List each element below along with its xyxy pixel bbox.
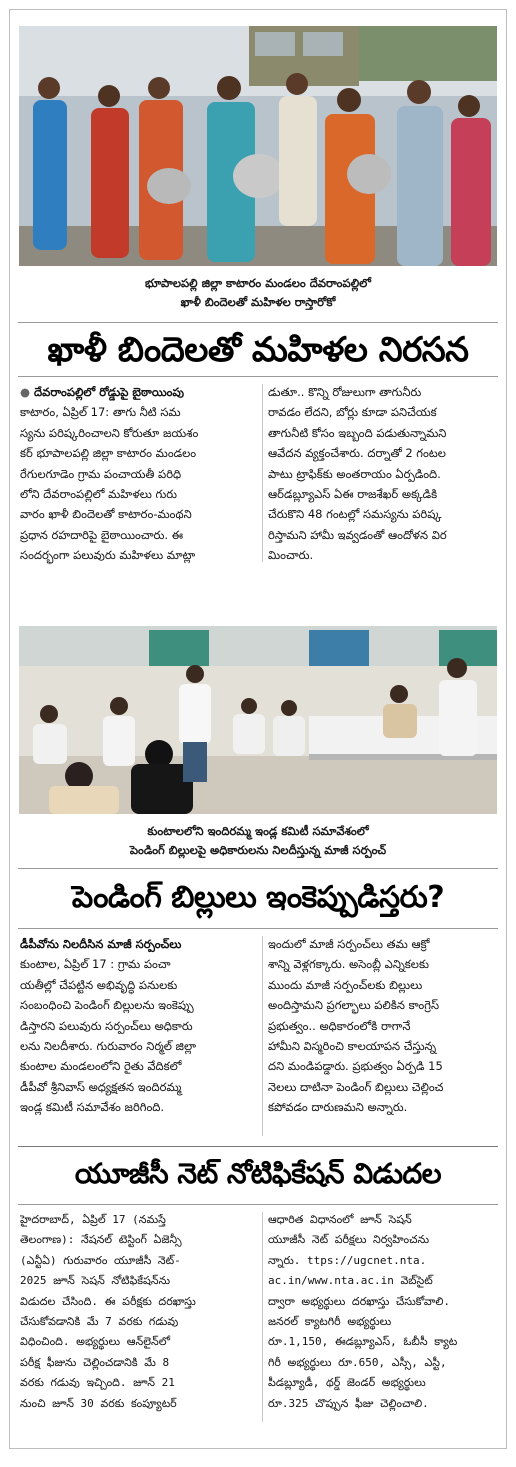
subheading: డీపీవోను నిలదీసిన మాజీ సర్పంచ్‌లు	[20, 937, 182, 951]
protest-photo	[19, 26, 497, 266]
text-line: నెలలు దాటినా పెండింగ్ బిల్లులు చెల్లించ	[268, 1079, 444, 1094]
text-line: శాన్ని వెళ్లగక్కారు. అసెంబ్లీ ఎన్నికలకు	[268, 957, 429, 972]
text-line: విధించింది. అభ్యర్థులు ఆన్‌లైన్‌లో	[20, 1335, 171, 1349]
text-line: పీడబ్ల్యూడీ, థర్డ్ జెండర్ అభ్యర్థులు	[268, 1376, 426, 1390]
text-line: ద్వారా అభ్యర్థులు దరఖాస్తు చేసుకోవాలి.	[268, 1294, 451, 1308]
text-line: యూజీసీ నెట్ పరీక్షలు నిర్వహించను	[268, 1233, 430, 1247]
text-line: రావడం లేదని, బోర్లు కూడా పనిచేయక	[268, 405, 437, 420]
text-line: కుంటాల, ఏప్రిల్ 17 : గ్రామ పంచా	[20, 957, 171, 972]
text-line: చేసుకోవడానికి మే 7 వరకు గడువు	[20, 1315, 179, 1329]
text-line: లను నిలదీశారు. గురువారం నిర్మల్ జిల్లా	[20, 1039, 196, 1054]
text-line: కపోవడం దారుణమని అన్నారు.	[268, 1100, 408, 1115]
text-line: కర్ భూపాలపల్లి జిల్లా కాటారం మండలం	[20, 446, 197, 461]
caption-line: కుంటాలలోని ఇందిరమ్మ ఇండ్ల కమిటీ సమావేశంలో	[147, 824, 369, 838]
photo-caption	[10, 274, 506, 312]
text-line: హైదరాబాద్, ఏప్రిల్ 17 (నమస్తే	[20, 1213, 166, 1226]
text-line: ఇందులో మాజీ సర్పంచ్‌లు తమ ఆక్రో	[268, 937, 430, 951]
caption-line: భూపాలపల్లి జిల్లా కాటారం మండలం దేవరాంపల్లిలో	[145, 276, 371, 290]
text-line: డుతూ.. కొన్ని రోజులుగా తాగునీరు	[268, 385, 422, 399]
text-line: కాటారం, ఏప్రిల్ 17: తాగు నీటి సమ	[20, 405, 181, 420]
text-line: విడుదల చేసింది. ఈ పరీక్షకు దరఖాస్తు	[20, 1294, 196, 1308]
text-line: గిరీ అభ్యర్థులు రూ.650, ఎస్సీ, ఎస్టీ,	[268, 1355, 447, 1369]
article-column-right	[268, 1210, 500, 1414]
article-column-right	[268, 382, 500, 566]
text-line: 2025 జూన్ సెషన్ నోటిఫికేషన్‌ను	[20, 1274, 171, 1288]
text-line: డీపీవో శ్రీనివాస్ అధ్యక్షతన ఇందిరమ్మ	[20, 1079, 182, 1094]
text-line: రూ.1,150, ఈడబ్ల్యూఎస్, ఓబీసీ క్యాట	[268, 1335, 458, 1349]
text-line: రిస్తామని హామీ ఇవ్వడంతో ఆందోళన విర	[268, 527, 447, 542]
text-line: తెలంగాణ): నేషనల్ టెస్టింగ్ ఏజెన్సీ	[20, 1233, 182, 1247]
subheading: ● దేవరాంపల్లిలో రోడ్డుపై బైఠాయింపు	[20, 385, 184, 399]
text-line: ప్రభుత్వం.. అధికారంలోకి రాగానే	[268, 1018, 411, 1033]
text-line: ఆర్‌డబ్ల్యూఎస్ ఏఈ రాజశేఖర్ అక్కడికి	[268, 487, 438, 502]
article-column-right	[268, 934, 500, 1118]
article-column-left	[20, 1210, 256, 1414]
text-line: మించారు.	[268, 548, 314, 563]
caption-line: ఖాళీ బిందెలతో మహిళల రాస్తారోకో	[180, 295, 336, 309]
text-line: సంబంధించి పెండింగ్ బిల్లులను ఇంకెప్పు	[20, 998, 194, 1013]
text-line: (ఎన్టీఏ) గురువారం యూజీసీ నెట్-	[20, 1253, 181, 1267]
text-line: పరీక్ష ఫీజును చెల్లించడానికి మే 8	[20, 1355, 170, 1369]
text-line: అందిస్తామని ప్రగల్భాలు పలికిన కాంగ్రెస్	[268, 998, 440, 1013]
text-line: తాగునీటి కోసం ఇబ్బంది పడుతున్నామని	[268, 425, 447, 440]
text-line: కుంటాల మండలంలోని రైతు వేదికలో	[20, 1059, 182, 1074]
text-line: ఆధారిత విధానంలో జూన్ సెషన్	[268, 1213, 412, 1226]
text-line: ac.in/www.nta.ac.in వెబ్‌సైట్	[268, 1274, 433, 1288]
text-line: ఆవేదన వ్యక్తంచేశారు. దర్నాతో 2 గంటల	[268, 446, 446, 461]
text-line: వరకు గడువు ఇచ్చింది. జూన్ 21	[20, 1376, 175, 1390]
headline: ఖాళీ బిందెలతో మహిళల నిరసన	[47, 330, 469, 370]
text-line: సందర్భంగా పలువురు మహిళలు మాట్లా	[20, 548, 196, 563]
caption-line: పెండింగ్ బిల్లులపై అధికారులను నిలదీస్తున్న మాజీ సర్పంచ్	[129, 843, 387, 857]
text-line: హామీని విస్మరించి కాలయాపన చేస్తున్న	[268, 1039, 437, 1054]
text-line: జనరల్ క్యాటగిరీ అభ్యర్థులు	[268, 1315, 392, 1329]
text-line: నుంచి జూన్ 30 వరకు కంప్యూటర్	[20, 1396, 177, 1410]
text-line: చేరుకొని 48 గంటల్లో సమస్యను పరిష్క	[268, 507, 442, 522]
text-line: వారం ఖాళీ బిందెలతో కాటారం-మంథని	[20, 507, 192, 522]
text-line: పాటు ట్రాఫిక్‌కు అంతరాయం ఏర్పడింది.	[268, 466, 441, 481]
text-line: డిస్తారని పలువురు సర్పంచ్‌లు అధికారు	[20, 1018, 193, 1033]
article-column-left	[20, 934, 256, 1118]
article-column-left	[20, 382, 256, 566]
newspaper-clipping	[9, 9, 507, 1449]
meeting-photo	[19, 626, 497, 814]
headline: యూజీసీ నెట్ నోటిఫికేషన్ విడుదల	[74, 1157, 442, 1190]
text-line: రేగులగూడెం గ్రామ పంచాయతీ పరిధి	[20, 466, 182, 481]
text-line: ప్రధాన రహదారిపై బైఠాయించారు. ఈ	[20, 527, 184, 542]
text-line: న్నారు. ttps://ugcnet.nta.	[268, 1253, 427, 1267]
text-line: లోని దేవరాంపల్లిలో మహిళలు గురు	[20, 487, 178, 502]
text-line: ఇండ్ల కమిటీ సమావేశం జరిగింది.	[20, 1100, 165, 1115]
text-line: స్యను పరిష్కరించాలని కోరుతూ జయశం	[20, 425, 199, 440]
headline: పెండింగ్ బిల్లులు ఇంకెప్పుడిస్తరు?	[71, 880, 445, 915]
text-line: దని మండిపడ్డారు. ప్రభుత్వం ఏర్పడి 15	[268, 1059, 443, 1074]
text-line: యతీల్లో చేపట్టిన అభివృద్ధి పనులకు	[20, 977, 178, 992]
text-line: రూ.325 చొప్పున ఫీజు చెల్లించాలి.	[268, 1396, 429, 1410]
photo-caption	[10, 822, 506, 860]
text-line: ముందు మాజీ సర్పంచ్‌లకు బిల్లులు	[268, 977, 423, 992]
